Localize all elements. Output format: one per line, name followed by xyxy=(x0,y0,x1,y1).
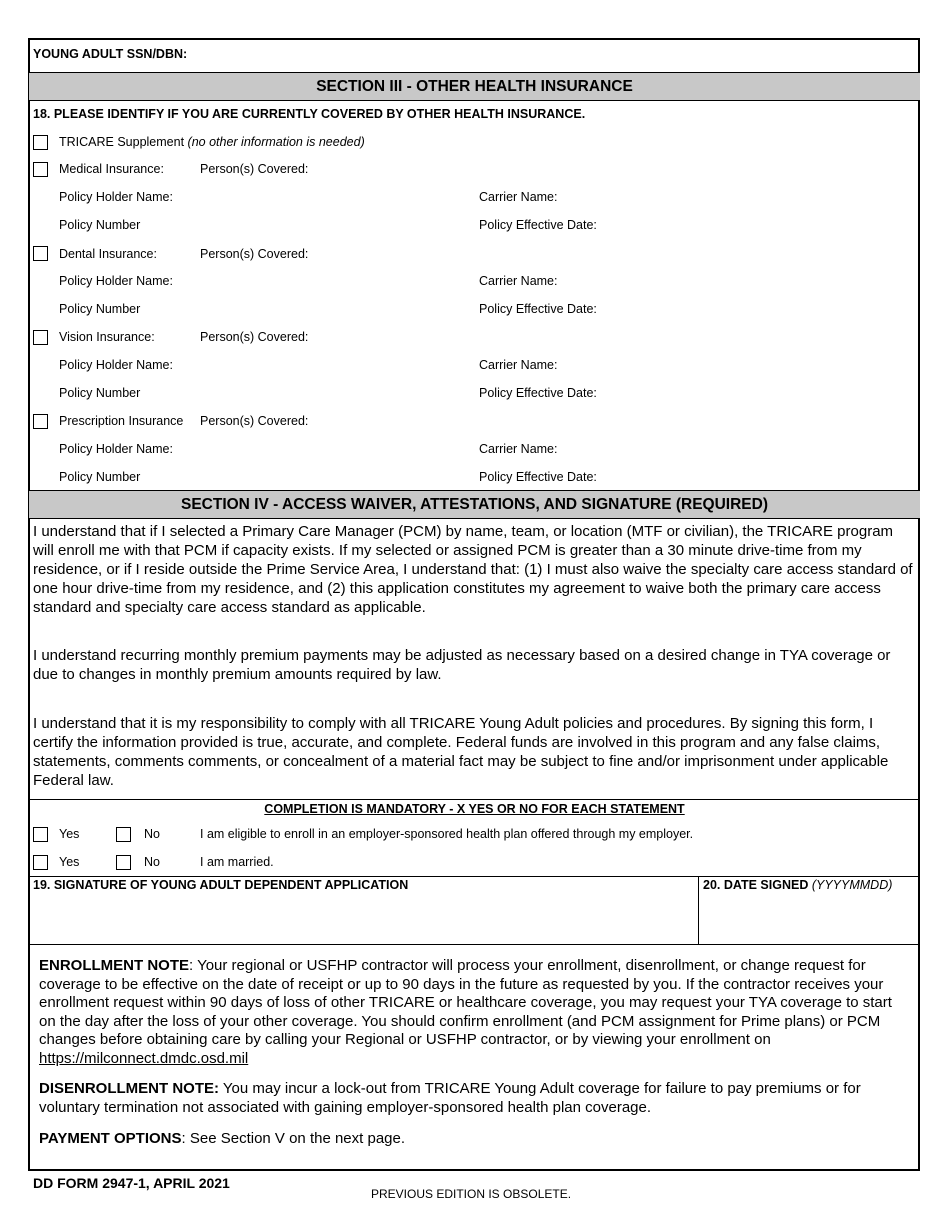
prescription-carrier-label: Carrier Name: xyxy=(479,442,558,456)
prescription-insurance-label: Prescription Insurance xyxy=(59,414,184,428)
access-waiver-paragraph: I understand that if I selected a Primary Care Manager (PCM) by name, team, or location (MTF or civilian), the TRICARE program will enroll me with that PCM if capacity exists. If my selected or assigned PCM is greater than a 30 minute drive-time from my residence, or if I reside outside the Prime Service Area, I understand that: (1) I must also waive the specialty care access standard of one hour drive-time from my residence, and (2) this application constitutes my agreement to waive both the primary care access standard and specialty care access standard as applicable. xyxy=(33,523,913,616)
vision-insurance-checkbox[interactable] xyxy=(33,330,48,345)
section-4-title: SECTION IV - ACCESS WAIVER, ATTESTATIONS, AND SIGNATURE (REQUIRED) xyxy=(29,490,920,519)
dental-effective-date-label: Policy Effective Date: xyxy=(479,302,597,316)
dental-carrier-label: Carrier Name: xyxy=(479,274,558,288)
employer-plan-no-label: No xyxy=(144,827,160,841)
prescription-policy-holder-label: Policy Holder Name: xyxy=(59,442,173,456)
divider xyxy=(29,799,920,800)
dental-insurance-label: Dental Insurance: xyxy=(59,247,157,261)
married-statement: I am married. xyxy=(200,855,274,869)
ssn-label: YOUNG ADULT SSN/DBN: xyxy=(33,47,188,61)
medical-insurance-label: Medical Insurance: xyxy=(59,162,164,176)
employer-plan-no-checkbox[interactable] xyxy=(116,827,131,842)
question-18: 18. PLEASE IDENTIFY IF YOU ARE CURRENTLY COVERED BY OTHER HEALTH INSURANCE. xyxy=(33,107,586,121)
vision-persons-covered-label: Person(s) Covered: xyxy=(200,330,309,344)
married-yes-checkbox[interactable] xyxy=(33,855,48,870)
prescription-persons-covered-label: Person(s) Covered: xyxy=(200,414,309,428)
employer-plan-yes-checkbox[interactable] xyxy=(33,827,48,842)
dental-insurance-checkbox[interactable] xyxy=(33,246,48,261)
tricare-supplement-checkbox[interactable] xyxy=(33,135,48,150)
medical-insurance-checkbox[interactable] xyxy=(33,162,48,177)
vision-policy-holder-label: Policy Holder Name: xyxy=(59,358,173,372)
medical-effective-date-label: Policy Effective Date: xyxy=(479,218,597,232)
married-yes-label: Yes xyxy=(59,855,80,869)
date-signed-label: 20. DATE SIGNED (YYYYMMDD) xyxy=(703,878,893,892)
tricare-supplement-label: TRICARE Supplement (no other information is needed) xyxy=(59,135,365,149)
married-no-label: No xyxy=(144,855,160,869)
date-signed-field[interactable] xyxy=(702,895,916,941)
divider xyxy=(29,876,920,877)
prescription-effective-date-label: Policy Effective Date: xyxy=(479,470,597,484)
medical-carrier-label: Carrier Name: xyxy=(479,190,558,204)
enrollment-note: ENROLLMENT NOTE: Your regional or USFHP contractor will process your enrollment, disenrollment, or change request for coverage to be effective on the date of receipt or up to 90 days in the future as requested by you. If the contractor receives your enrollment request within 90 days of loss of other TRICARE or healthcare coverage, you may request your TYA coverage to start on the day after the loss of your other coverage. You should confirm enrollment (and PCM assignment for Prime plans) or PCM changes before obtaining care by calling your Regional or USFHP contractor, or by viewing your enrollment on https://milconnect.dmdc.osd.mil xyxy=(39,957,892,1067)
disenrollment-note: DISENROLLMENT NOTE: You may incur a lock-out from TRICARE Young Adult coverage for failure to pay premiums or for voluntary termination not associated with gaining employer-sponsored health plan coverage. xyxy=(39,1080,861,1116)
form-id: DD FORM 2947-1, APRIL 2021 xyxy=(33,1175,230,1191)
medical-policy-holder-label: Policy Holder Name: xyxy=(59,190,173,204)
premium-paragraph: I understand recurring monthly premium payments may be adjusted as necessary based on a desired change in TYA coverage or due to changes in monthly premium amounts required by law. xyxy=(33,647,891,683)
mandatory-heading: COMPLETION IS MANDATORY - X YES OR NO FOR EACH STATEMENT xyxy=(264,802,685,816)
vision-insurance-label: Vision Insurance: xyxy=(59,330,155,344)
medical-persons-covered-label: Person(s) Covered: xyxy=(200,162,309,176)
attestation-paragraph: I understand that it is my responsibility to comply with all TRICARE Young Adult policies and procedures. By signing this form, I certify the information provided is true, accurate, and complete. Federal funds are involved in this program and any false claims, statements, comments comments, or concealment of a material fact may be subject to fine and/or imprisonment under applicable Federal law. xyxy=(33,715,889,789)
dental-policy-number-label: Policy Number xyxy=(59,302,141,316)
employer-plan-yes-label: Yes xyxy=(59,827,80,841)
divider xyxy=(698,876,699,944)
married-no-checkbox[interactable] xyxy=(116,855,131,870)
dental-policy-holder-label: Policy Holder Name: xyxy=(59,274,173,288)
signature-field[interactable] xyxy=(32,895,694,941)
vision-policy-number-label: Policy Number xyxy=(59,386,141,400)
payment-options-note: PAYMENT OPTIONS: See Section V on the next page. xyxy=(39,1130,406,1147)
obsolete-notice: PREVIOUS EDITION IS OBSOLETE. xyxy=(371,1187,572,1201)
employer-plan-statement: I am eligible to enroll in an employer-sponsored health plan offered through my employer. xyxy=(200,827,694,841)
signature-label: 19. SIGNATURE OF YOUNG ADULT DEPENDENT APPLICATION xyxy=(33,878,409,892)
milconnect-link[interactable]: https://milconnect.dmdc.osd.mil xyxy=(39,1049,249,1067)
dental-persons-covered-label: Person(s) Covered: xyxy=(200,247,309,261)
vision-carrier-label: Carrier Name: xyxy=(479,358,558,372)
ssn-input[interactable] xyxy=(200,42,900,68)
medical-policy-number-label: Policy Number xyxy=(59,218,141,232)
divider xyxy=(29,944,920,945)
section-3-title: SECTION III - OTHER HEALTH INSURANCE xyxy=(29,72,920,101)
vision-effective-date-label: Policy Effective Date: xyxy=(479,386,597,400)
prescription-insurance-checkbox[interactable] xyxy=(33,414,48,429)
prescription-policy-number-label: Policy Number xyxy=(59,470,141,484)
